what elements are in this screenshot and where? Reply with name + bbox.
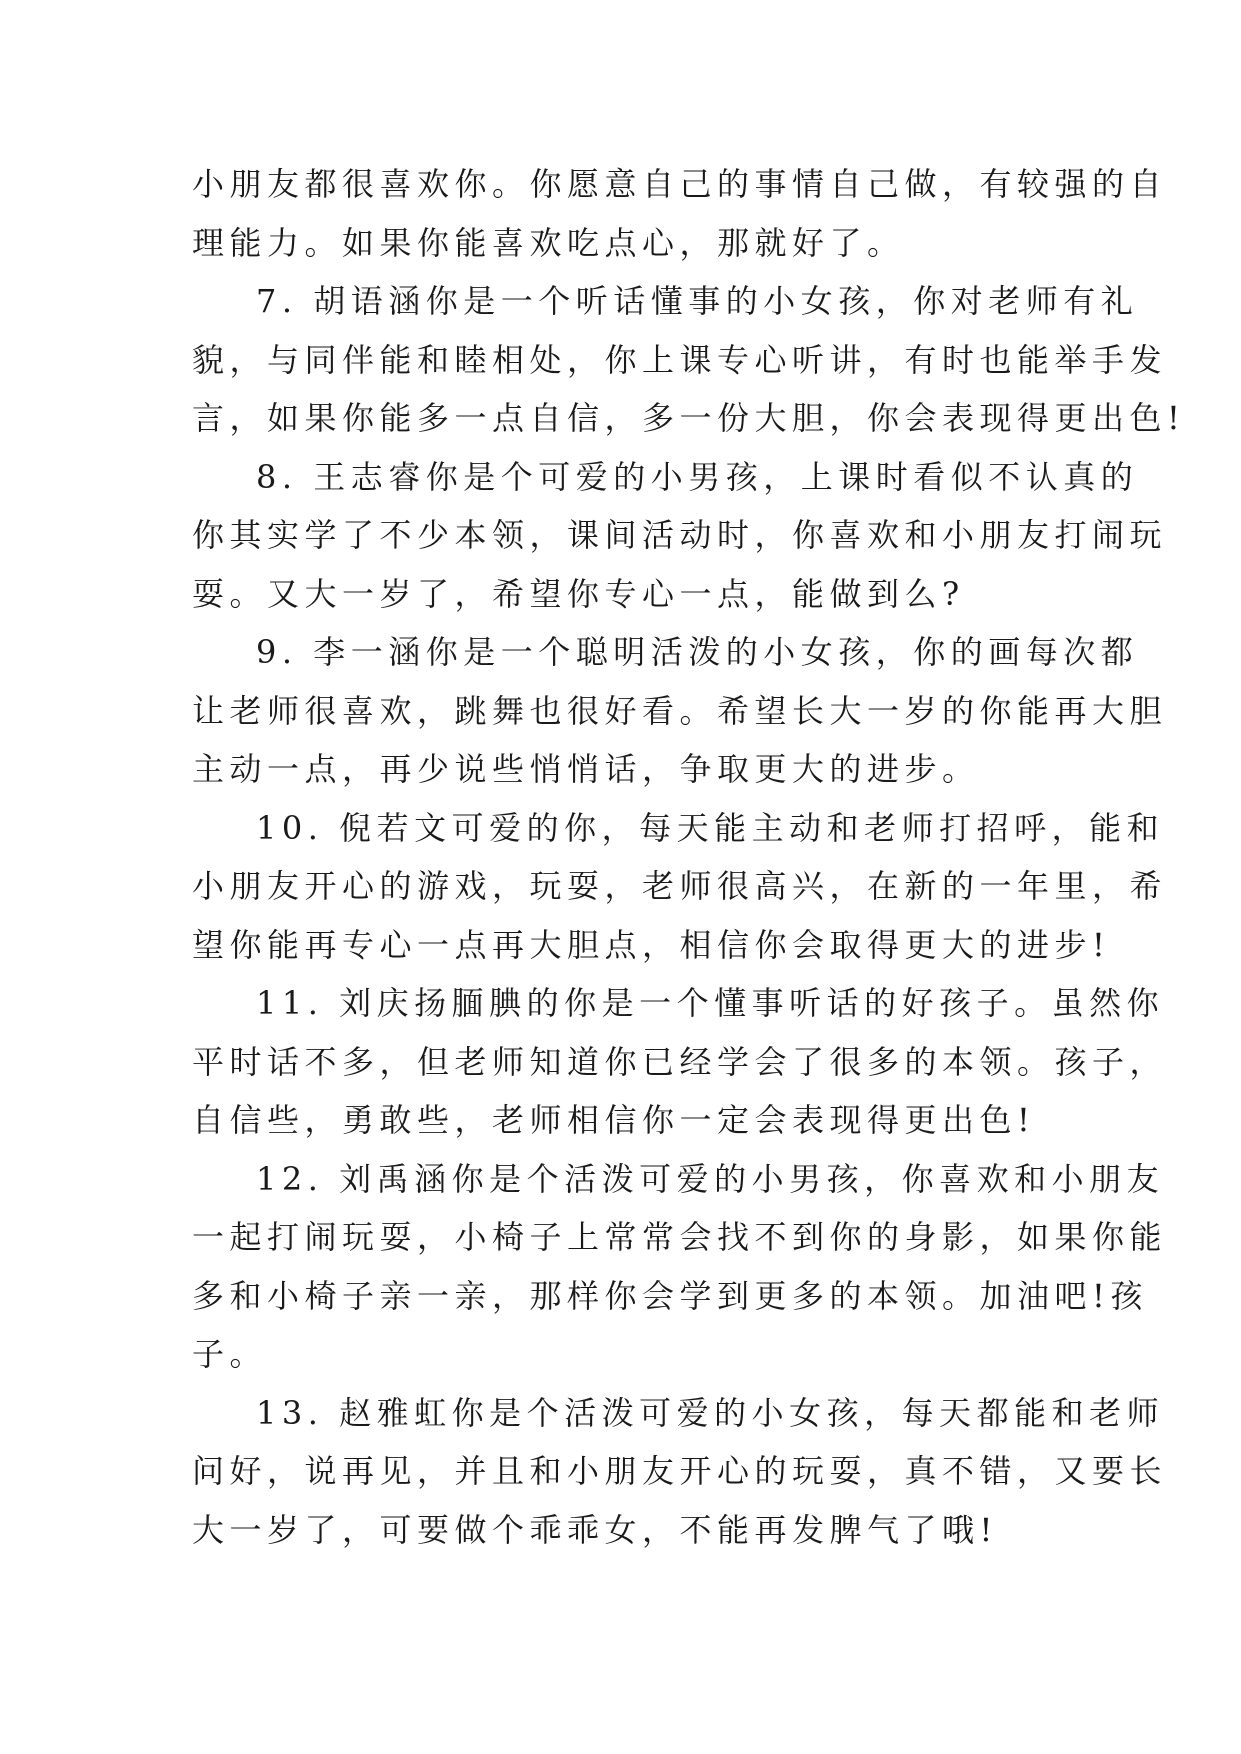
text-line: 理能力。如果你能喜欢吃点心，那就好了。 [192, 223, 905, 262]
paragraph-start-line: 13. 赵雅虹你是个活泼可爱的小女孩，每天都能和老师 [256, 1393, 1165, 1432]
text-line: 小朋友开心的游戏，玩耍，老师很高兴，在新的一年里，希 [192, 867, 1168, 905]
text-line: 平时话不多，但老师知道你已经学会了很多的本领。孩子， [192, 1042, 1168, 1081]
paragraph-start-line: 10. 倪若文可爱的你，每天能主动和老师打招呼，能和 [256, 808, 1165, 847]
text-line: 大一岁了，可要做个乖乖女，不能再发脾气了哦! [192, 1510, 998, 1549]
document-body [192, 155, 1186, 1559]
text-line: 望你能再专心一点再大胆点，相信你会取得更大的进步! [192, 925, 1111, 964]
text-line: 貌，与同伴能和睦相处，你上课专心听讲，有时也能举手发 [192, 340, 1168, 379]
text-line: 主动一点，再少说些悄悄话，争取更大的进步。 [192, 750, 980, 788]
paragraph-start-line: 9. 李一涵你是一个聪明活泼的小女孩，你的画每次都 [256, 633, 1139, 671]
text-line: 多和小椅子亲一亲，那样你会学到更多的本领。加油吧!孩 [192, 1276, 1148, 1315]
paragraph-start-line: 8. 王志睿你是个可爱的小男孩，上课时看似不认真的 [256, 457, 1139, 496]
text-line: 小朋友都很喜欢你。你愿意自己的事情自己做，有较强的自 [192, 165, 1168, 203]
text-line: 自信些，勇敢些，老师相信你一定会表现得更出色! [192, 1101, 1036, 1139]
text-line: 耍。又大一岁了，希望你专心一点，能做到么? [192, 574, 965, 613]
paragraph-start-line: 12. 刘禹涵你是个活泼可爱的小男孩，你喜欢和小朋友 [256, 1159, 1165, 1198]
text-line: 一起打闹玩耍，小椅子上常常会找不到你的身影，如果你能 [192, 1218, 1168, 1256]
paragraph-start-line: 7. 胡语涵你是一个听话懂事的小女孩，你对老师有礼 [256, 282, 1139, 320]
text-line: 你其实学了不少本领，课间活动时，你喜欢和小朋友打闹玩 [192, 516, 1168, 554]
text-line: 问好，说再见，并且和小朋友开心的玩耍，真不错，又要长 [192, 1452, 1168, 1490]
text-line: 子。 [192, 1335, 268, 1373]
paragraph-start-line: 11. 刘庆扬腼腆的你是一个懂事听话的好孩子。虽然你 [256, 984, 1165, 1022]
text-line: 让老师很喜欢，跳舞也很好看。希望长大一岁的你能再大胆 [192, 691, 1168, 730]
text-line: 言，如果你能多一点自信，多一份大胆，你会表现得更出色! [192, 399, 1186, 437]
